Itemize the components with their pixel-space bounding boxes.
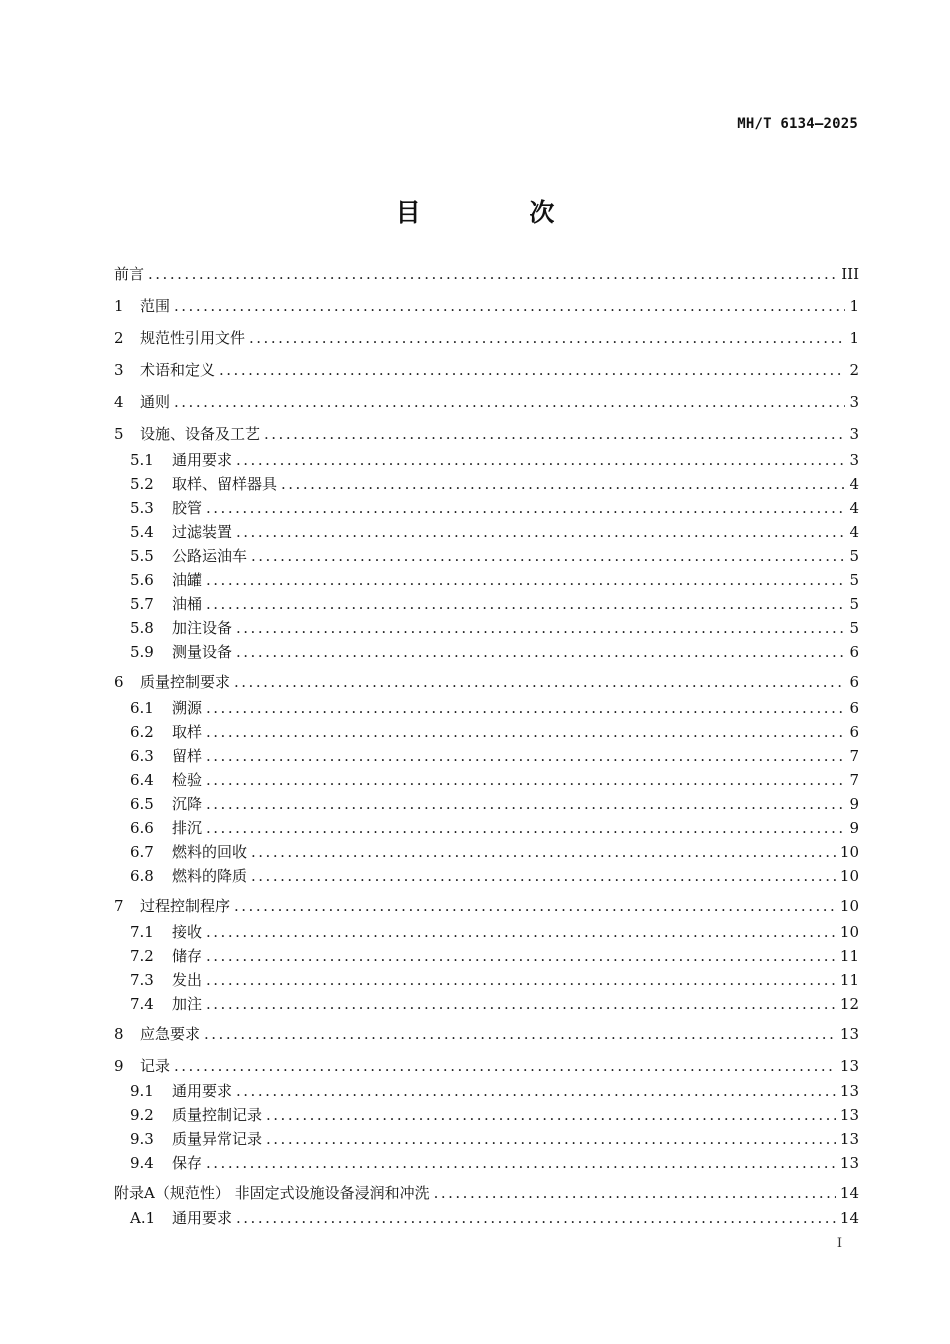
document-code: MH/T 6134—2025 <box>737 116 858 132</box>
toc-leader-dots <box>206 569 845 591</box>
toc-entry-page: 5 <box>849 619 859 637</box>
toc-entry[interactable] <box>130 1128 859 1150</box>
toc-leader-dots <box>206 745 845 767</box>
toc-entry[interactable] <box>130 945 859 967</box>
toc-entry-number: 2 <box>114 329 124 347</box>
toc-entry[interactable] <box>130 617 859 639</box>
toc-entry-label: 加注 <box>172 995 203 1013</box>
toc-entry-number: 6.3 <box>130 747 154 765</box>
toc-entry[interactable] <box>114 391 859 413</box>
toc-leader-dots <box>434 1182 836 1204</box>
toc-entry[interactable] <box>130 545 859 567</box>
toc-entry-label: 取样、留样器具 <box>172 475 278 493</box>
toc-entry-page: 5 <box>849 547 859 565</box>
toc-leader-dots <box>236 617 845 639</box>
toc-leader-dots <box>236 1080 836 1102</box>
toc-entry-page: 10 <box>839 867 859 885</box>
toc-entry-number: 5.2 <box>130 475 154 493</box>
toc-entry-number: 5.9 <box>130 643 154 661</box>
toc-entry-number: A.1 <box>130 1209 156 1227</box>
toc-entry-number: 7.3 <box>130 971 154 989</box>
toc-entry-number: 9.2 <box>130 1106 154 1124</box>
toc-leader-dots <box>236 521 845 543</box>
toc-leader-dots <box>206 697 845 719</box>
toc-entry-label: 通用要求 <box>172 1082 233 1100</box>
toc-entry-label: 排沉 <box>172 819 203 837</box>
toc-entry-number: 5.4 <box>130 523 154 541</box>
page-number: I <box>836 1236 842 1251</box>
toc-entry-label: 加注设备 <box>172 619 233 637</box>
toc-entry-label: 通用要求 <box>172 451 233 469</box>
toc-leader-dots <box>234 895 836 917</box>
toc-entry-label: 通用要求 <box>172 1209 233 1227</box>
toc-leader-dots <box>251 545 845 567</box>
toc-entry-page: 13 <box>839 1057 859 1075</box>
toc-entry[interactable] <box>130 697 859 719</box>
toc-entry[interactable] <box>130 569 859 591</box>
toc-leader-dots <box>281 473 845 495</box>
toc-entry-page: 13 <box>839 1082 859 1100</box>
toc-entry[interactable] <box>114 327 859 349</box>
toc-entry-number: 6 <box>114 673 124 691</box>
toc-entry-label: 油罐 <box>172 571 203 589</box>
toc-entry[interactable] <box>130 641 859 663</box>
toc-entry-label: 通则 <box>140 393 171 411</box>
toc-entry-page: 2 <box>849 361 859 379</box>
toc-leader-dots <box>206 769 845 791</box>
toc-entry-number: 9.1 <box>130 1082 154 1100</box>
toc-entry-label: 前言 <box>114 265 145 283</box>
toc-entry-label: 沉降 <box>172 795 203 813</box>
toc-entry[interactable] <box>130 793 859 815</box>
toc-entry-page: 13 <box>839 1154 859 1172</box>
toc-entry-page: 9 <box>849 819 859 837</box>
toc-entry[interactable] <box>114 1023 859 1045</box>
toc-entry[interactable] <box>114 1182 859 1204</box>
toc-entry[interactable] <box>130 769 859 791</box>
toc-entry-page: 14 <box>839 1184 859 1202</box>
toc-entry-number: 7.1 <box>130 923 154 941</box>
toc-entry-number: 5.8 <box>130 619 154 637</box>
toc-entry-page: 13 <box>839 1106 859 1124</box>
toc-leader-dots <box>148 263 837 285</box>
toc-entry-label: 公路运油车 <box>172 547 248 565</box>
toc-entry-label: 设施、设备及工艺 <box>140 425 261 443</box>
toc-entry[interactable] <box>130 841 859 863</box>
toc-entry-page: 9 <box>849 795 859 813</box>
toc-entry[interactable] <box>130 745 859 767</box>
toc-entry[interactable] <box>114 423 859 445</box>
toc-entry-page: 13 <box>839 1130 859 1148</box>
toc-leader-dots <box>206 945 836 967</box>
toc-entry-label: 留样 <box>172 747 203 765</box>
toc-leader-dots <box>249 327 845 349</box>
toc-entry-number: 9.4 <box>130 1154 154 1172</box>
toc-leader-dots <box>266 1104 836 1126</box>
toc-entry-label: 质量异常记录 <box>172 1130 263 1148</box>
toc-leader-dots <box>204 1023 836 1045</box>
toc-leader-dots <box>206 593 845 615</box>
toc-entry-label: 过程控制程序 <box>140 897 231 915</box>
toc-leader-dots <box>219 359 845 381</box>
toc-entry-number: 5.3 <box>130 499 154 517</box>
toc-leader-dots <box>174 295 845 317</box>
toc-leader-dots <box>251 865 836 887</box>
toc-leader-dots <box>234 671 845 693</box>
toc-entry-number: 6.2 <box>130 723 154 741</box>
toc-entry[interactable] <box>114 263 859 285</box>
toc-entry[interactable] <box>130 593 859 615</box>
toc-entry-label: 油桶 <box>172 595 203 613</box>
toc-entry-page: 1 <box>849 329 859 347</box>
toc-entry-number: 5.1 <box>130 451 154 469</box>
toc-leader-dots <box>206 1152 836 1174</box>
toc-entry-page: 7 <box>849 747 859 765</box>
toc-entry-label: 规范性引用文件 <box>140 329 246 347</box>
toc-entry-page: 3 <box>849 425 859 443</box>
toc-entry-page: 6 <box>849 673 859 691</box>
toc-entry-number: 6.7 <box>130 843 154 861</box>
toc-entry[interactable] <box>130 473 859 495</box>
toc-entry-label: 储存 <box>172 947 203 965</box>
toc-entry-label: 应急要求 <box>140 1025 201 1043</box>
toc-leader-dots <box>236 641 845 663</box>
toc-entry-page: 1 <box>849 297 859 315</box>
toc-entry-page: 10 <box>839 897 859 915</box>
toc-leader-dots <box>206 497 845 519</box>
toc-entry-number: 6.1 <box>130 699 154 717</box>
toc-leader-dots <box>236 1207 836 1229</box>
toc-entry-number: 4 <box>114 393 124 411</box>
toc-leader-dots <box>206 793 845 815</box>
toc-entry-label: 测量设备 <box>172 643 233 661</box>
toc-entry[interactable] <box>114 1055 859 1077</box>
toc-entry-number: 6.6 <box>130 819 154 837</box>
toc-leader-dots <box>174 391 845 413</box>
toc-entry[interactable] <box>130 497 859 519</box>
toc-leader-dots <box>206 817 845 839</box>
toc-entry-label: 记录 <box>140 1057 171 1075</box>
toc-leader-dots <box>206 993 836 1015</box>
toc-entry-label: 过滤装置 <box>172 523 233 541</box>
toc-entry-page: 4 <box>849 523 859 541</box>
toc-entry[interactable] <box>130 1152 859 1174</box>
toc-entry-number: 6.8 <box>130 867 154 885</box>
toc-entry-label: 胶管 <box>172 499 203 517</box>
toc-entry-label: 质量控制记录 <box>172 1106 263 1124</box>
toc-entry[interactable] <box>114 895 859 917</box>
toc-entry[interactable] <box>130 817 859 839</box>
toc-entry-page: 3 <box>849 451 859 469</box>
toc-entry-number: 5 <box>114 425 124 443</box>
toc-entry[interactable] <box>130 969 859 991</box>
toc-entry[interactable] <box>130 1080 859 1102</box>
toc-entry-number: 9.3 <box>130 1130 154 1148</box>
toc-entry-label: 术语和定义 <box>140 361 216 379</box>
toc-entry-page: 14 <box>839 1209 859 1227</box>
toc-entry-page: 6 <box>849 723 859 741</box>
toc-entry[interactable] <box>130 521 859 543</box>
toc-entry[interactable] <box>130 449 859 471</box>
toc-entry-page: 5 <box>849 571 859 589</box>
toc-entry-label: 燃料的降质 <box>172 867 248 885</box>
toc-entry-page: 10 <box>839 843 859 861</box>
toc-entry-number: 6.5 <box>130 795 154 813</box>
toc-entry-number: 7.4 <box>130 995 154 1013</box>
toc-entry-page: 5 <box>849 595 859 613</box>
toc-entry-number: 5.5 <box>130 547 154 565</box>
toc-entry-label: 发出 <box>172 971 203 989</box>
toc-entry-page: 4 <box>849 499 859 517</box>
toc-entry-label: 范围 <box>140 297 171 315</box>
toc-entry-number: 6.4 <box>130 771 154 789</box>
toc-entry[interactable] <box>114 359 859 381</box>
toc-leader-dots <box>206 969 836 991</box>
toc-leader-dots <box>251 841 836 863</box>
toc-entry[interactable] <box>130 721 859 743</box>
toc-leader-dots <box>236 449 845 471</box>
toc-entry-number: 5.7 <box>130 595 154 613</box>
toc-entry-number: 3 <box>114 361 124 379</box>
toc-entry-page: 7 <box>849 771 859 789</box>
toc-entry-page: 13 <box>839 1025 859 1043</box>
toc-leader-dots <box>266 1128 836 1150</box>
toc-entry-page: 3 <box>849 393 859 411</box>
toc-entry-number: 7 <box>114 897 124 915</box>
toc-entry-label: 溯源 <box>172 699 203 717</box>
toc-entry-number: 9 <box>114 1057 124 1075</box>
toc-entry-label: 取样 <box>172 723 203 741</box>
toc-entry-number: 5.6 <box>130 571 154 589</box>
toc-entry-page: 12 <box>839 995 859 1013</box>
toc-entry-number: 8 <box>114 1025 124 1043</box>
toc-entry-number: 7.2 <box>130 947 154 965</box>
toc-entry-page: III <box>841 265 859 283</box>
toc-entry[interactable] <box>130 921 859 943</box>
toc-entry[interactable] <box>130 865 859 887</box>
toc-entry-page: 11 <box>839 947 859 965</box>
toc-entry[interactable] <box>130 993 859 1015</box>
toc-entry-label: 质量控制要求 <box>140 673 231 691</box>
toc-leader-dots <box>206 921 836 943</box>
toc-entry[interactable] <box>130 1207 859 1229</box>
toc-entry[interactable] <box>130 1104 859 1126</box>
toc-entry-label: 接收 <box>172 923 203 941</box>
toc-entry-page: 4 <box>849 475 859 493</box>
toc-leader-dots <box>264 423 845 445</box>
toc-entry[interactable] <box>114 295 859 317</box>
toc-entry-label: 检验 <box>172 771 203 789</box>
page-title: 目 次 <box>395 198 605 227</box>
toc-entry-page: 11 <box>839 971 859 989</box>
toc-entry-number: 1 <box>114 297 124 315</box>
toc-entry-page: 6 <box>849 643 859 661</box>
toc-entry-label: 保存 <box>172 1154 203 1172</box>
toc-entry-page: 10 <box>839 923 859 941</box>
toc-entry[interactable] <box>114 671 859 693</box>
toc-entry-page: 6 <box>849 699 859 717</box>
toc-entry-label: 燃料的回收 <box>172 843 248 861</box>
toc-leader-dots <box>206 721 845 743</box>
toc-leader-dots <box>174 1055 836 1077</box>
toc-entry-label: 附录A（规范性） 非固定式设施设备浸润和冲洗 <box>114 1184 430 1202</box>
